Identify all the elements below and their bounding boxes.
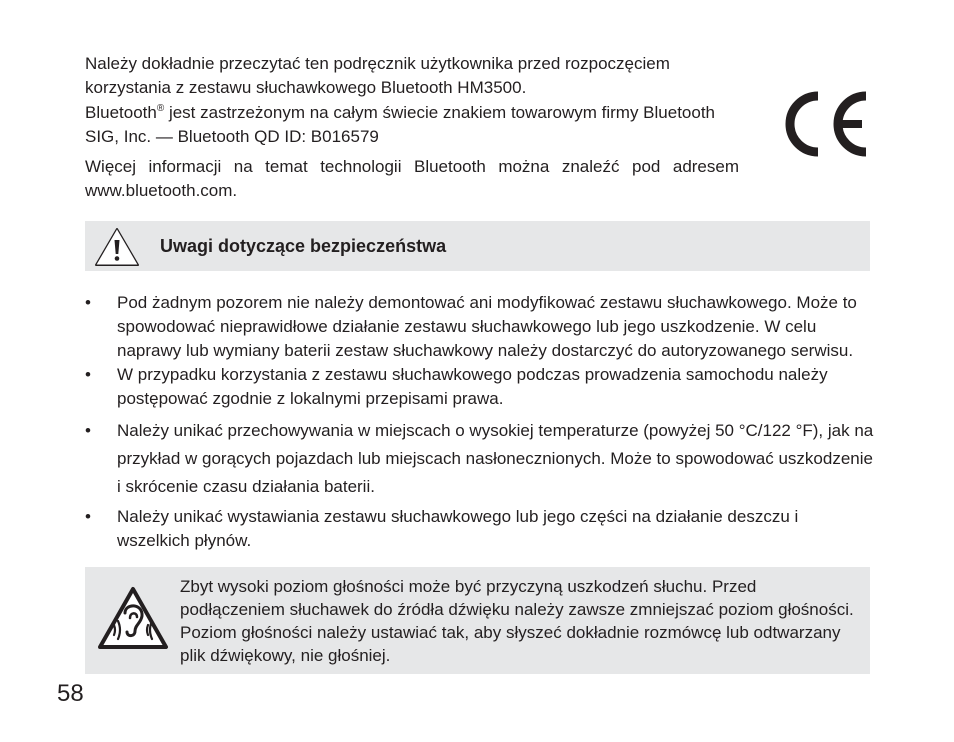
intro-paragraph-3 bbox=[85, 155, 739, 203]
intro-text-3: Więcej informacji na temat technologii Bluetooth można znaleźć pod adresem www.bluetooth.com. bbox=[85, 157, 739, 200]
registered-mark: ® bbox=[156, 103, 165, 114]
hearing-warning-text: Zbyt wysoki poziom głośności może być przyczyną uszkodzeń słuchu. Przed podłączeniem słuchawek do źródła dźwięku należy zawsze zmniejszać poziom głośności. Poziom głośności należy ustawiać tak, aby słyszeć dokładnie rozmówcę lub odtwarzany plik dźwiękowy, nie głośniej. bbox=[180, 577, 854, 665]
hearing-warning-box bbox=[85, 567, 870, 674]
list-item: • Należy unikać przechowywania w miejscach o wysokiej temperaturze (powyżej 50 °C/122 °F), jak na przykład w gorących pojazdach lub miejscach nasłonecznionych. Może to spowodować uszkodzenie i skrócenie czasu działania baterii. bbox=[85, 417, 875, 501]
safety-list bbox=[85, 291, 875, 553]
page-number: 58 bbox=[57, 680, 84, 707]
list-item: • W przypadku korzystania z zestawu słuchawkowego podczas prowadzenia samochodu należy postępować zgodnie z lokalnymi przepisami prawa. bbox=[85, 363, 875, 411]
intro-paragraph-2 bbox=[85, 101, 739, 149]
safety-header bbox=[85, 221, 870, 271]
intro-text-1: Należy dokładnie przeczytać ten podręcznik użytkownika przed rozpoczęciem korzystania z zestawu słuchawkowego Bluetooth HM3500. bbox=[85, 54, 670, 97]
caution-triangle-icon bbox=[93, 226, 141, 268]
trademark-notice bbox=[85, 101, 739, 149]
list-item: • Pod żadnym pozorem nie należy demontować ani modyfikować zestawu słuchawkowego. Może to spowodować nieprawidłowe działanie zestawu słuchawkowego lub jego uszkodzenie. W celu naprawy lub wymiany baterii zestaw słuchawkowy należy dostarczyć do autoryzowanego serwisu. bbox=[85, 291, 875, 363]
trademark-text: jest zastrzeżonym na całym świecie znakiem towarowym firmy Bluetooth SIG, Inc. — Bluetooth QD ID: B016579 bbox=[85, 103, 716, 146]
hearing-damage-warning-icon bbox=[97, 585, 169, 651]
brand-name: Bluetooth bbox=[85, 103, 157, 122]
safety-title: Uwagi dotyczące bezpieczeństwa bbox=[160, 236, 447, 256]
ce-mark-icon bbox=[780, 89, 872, 159]
list-item: • Należy unikać wystawiania zestawu słuchawkowego lub jego części na działanie deszczu i wszelkich płynów. bbox=[85, 505, 875, 553]
intro-paragraph-1 bbox=[85, 52, 739, 100]
